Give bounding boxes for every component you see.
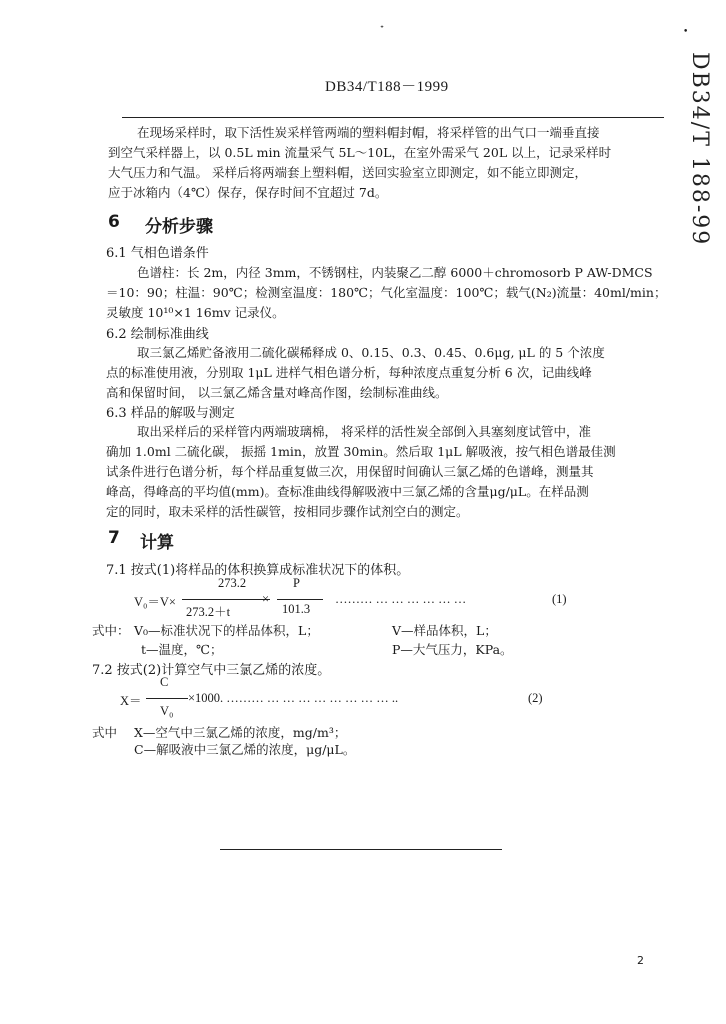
paragraph-line: 取出采样后的采样管内两端玻璃棉， 将采样的活性炭全部倒入具塞刻度试管中，准 — [137, 424, 591, 439]
paragraph-line: ＝10：90；柱温：90℃；检测室温度：180℃；气化室温度：100℃；载气(N₂)流量：40ml/min； — [106, 285, 667, 300]
subsection-6-1-heading: 6.1 气相色谱条件 — [106, 246, 209, 261]
paragraph-line: 试条件进行色谱分析，每个样品重复做三次，用保留时间确认三氯乙烯的色谱峰，测量其 — [106, 464, 594, 479]
paragraph-line: 在现场采样时，取下活性炭采样管两端的塑料帽封帽，将采样管的出气口一端垂直接 — [137, 125, 600, 140]
subsection-7-2-heading: 7.2 按式(2)计算空气中三氯乙烯的浓度。 — [92, 663, 331, 678]
variable-definition: V₀—标准状况下的样品体积，L； — [134, 623, 319, 638]
formula-1-leader-dots: ……… … … … … … … — [335, 592, 467, 606]
formula-1-times: × — [262, 592, 270, 606]
formula-1-fraction-bar-1 — [182, 599, 270, 600]
where-label: 式中 — [92, 725, 118, 740]
subsection-6-3-heading: 6.3 样品的解吸与测定 — [106, 406, 235, 421]
scan-dot: • — [683, 27, 689, 37]
paragraph-line: 应于冰箱内（4℃）保存，保存时间不宜超过 7d。 — [108, 185, 388, 200]
document-header: DB34/T188－1999 — [325, 79, 449, 95]
formula-2-lhs: X＝ — [120, 694, 142, 708]
formula-2-numerator: C — [160, 675, 169, 689]
variable-definition: C—解吸液中三氯乙烯的浓度，μg/μL。 — [134, 742, 356, 757]
handwritten-standard-code: DB34/T 188-99 — [687, 52, 712, 247]
variable-definition: P—大气压力，KPa。 — [392, 642, 513, 657]
variable-definition: V—样品体积，L； — [392, 623, 497, 638]
variable-definition: t—温度，℃； — [141, 642, 223, 657]
header-rule — [122, 117, 664, 118]
formula-1-denominator-2: 101.3 — [282, 602, 311, 616]
end-rule — [220, 849, 502, 850]
paragraph-line: 定的同时，取未采样的活性碳管，按相同步骤作试剂空白的测定。 — [106, 504, 469, 519]
formula-1-denominator-1: 273.2＋t — [186, 605, 231, 619]
paragraph-line: 大气压力和气温。 采样后将两端套上塑料帽，送回实验室立即测定，如不能立即测定， — [108, 165, 587, 180]
formula-2-rhs: ×1000. ……… … … … … … … … … .. — [188, 691, 399, 705]
section-6-title: 分析步骤 — [145, 217, 213, 237]
paragraph-line: 取三氯乙烯贮备液用二硫化碳稀释成 0、0.15、0.3、0.45、0.6μg, μL 的 5 个浓度 — [137, 345, 605, 360]
formula-2-number: (2) — [528, 691, 543, 705]
subsection-7-1-heading: 7.1 按式(1)将样品的体积换算成标准状况下的体积。 — [106, 563, 410, 578]
formula-1-numerator-2: P — [293, 576, 300, 590]
paragraph-line: 峰高，得峰高的平均值(mm)。查标准曲线得解吸液中三氯乙烯的含量μg/μL。在样品测 — [106, 484, 589, 499]
scan-mark-top: ᐩ — [380, 24, 384, 35]
paragraph-line: 到空气采样器上，以 0.5L min 流量采气 5L～10L，在室外需采气 20L 以上，记录采样时 — [108, 145, 612, 160]
where-label: 式中： — [92, 623, 130, 638]
formula-1-numerator-1: 273.2 — [218, 576, 247, 590]
section-7-title: 计算 — [140, 533, 174, 553]
page-number: 2 — [637, 954, 644, 967]
section-7-number: 7 — [108, 528, 120, 548]
subsection-6-2-heading: 6.2 绘制标准曲线 — [106, 327, 209, 342]
paragraph-line: 点的标准使用液，分别取 1μL 进样气相色谱分析，每种浓度点重复分析 6 次，记曲线峰 — [106, 365, 592, 380]
formula-2-denominator: V₀ — [160, 704, 174, 718]
formula-1-number: (1) — [552, 592, 567, 606]
formula-2-fraction-bar — [146, 698, 188, 699]
paragraph-line: 高和保留时间， 以三氯乙烯含量对峰高作图，绘制标准曲线。 — [106, 385, 448, 400]
formula-1-lhs: V₀＝V× — [134, 595, 176, 609]
paragraph-line: 灵敏度 10¹⁰×1 16mv 记录仪。 — [106, 305, 285, 320]
section-6-number: 6 — [108, 212, 120, 232]
paragraph-line: 色谱柱：长 2m，内径 3mm，不锈钢柱，内装聚乙二醇 6000＋chromosorb P AW-DMCS — [137, 265, 653, 280]
variable-definition: X—空气中三氯乙烯的浓度，mg/m³； — [134, 725, 347, 740]
formula-1-fraction-bar-2 — [277, 599, 323, 600]
paragraph-line: 确加 1.0ml 二硫化碳， 振摇 1min，放置 30min。然后取 1μL 解吸液，按气相色谱最佳测 — [106, 444, 616, 459]
